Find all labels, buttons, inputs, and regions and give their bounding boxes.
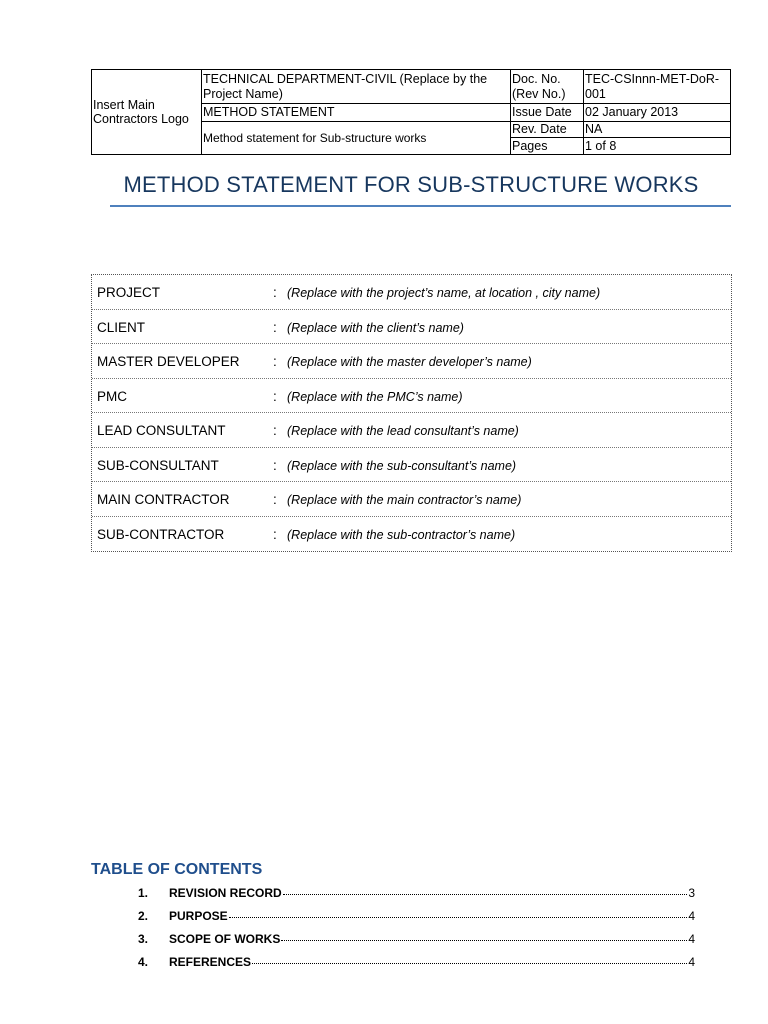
toc-page-number: 4 [688,909,695,923]
info-row-sub-consultant [92,448,731,483]
toc-number: 4. [138,955,149,969]
info-value: (Replace with the sub-consultant’s name) [287,458,517,473]
document-title: METHOD STATEMENT FOR SUB-STRUCTURE WORKS [123,172,699,197]
project-info-table [91,274,732,552]
info-colon: : [273,423,277,438]
department-line2: Project Name) [203,87,283,101]
info-row-sub-contractor [92,517,731,552]
info-colon: : [273,492,277,507]
toc-label[interactable]: REFERENCES [169,955,252,969]
toc-page-number: 4 [688,932,695,946]
rev-no-label: (Rev No.) [512,87,566,101]
info-label: MASTER DEVELOPER [97,354,240,369]
info-value: (Replace with the lead consultant’s name) [287,424,519,438]
info-row-project [92,275,731,310]
doc-no-value: TEC-CSInnn-MET-DoR- [585,72,720,86]
info-colon: : [273,457,277,473]
toc-leader-dots [281,940,687,941]
info-label: PROJECT [97,285,161,300]
toc-entry[interactable] [138,886,695,902]
method-statement-label: METHOD STATEMENT [203,105,335,119]
info-value: (Replace with the master developer’s name) [287,355,532,369]
toc-label[interactable]: REVISION RECORD [169,886,282,900]
divider [202,121,510,122]
document-subject: Method statement for Sub-structure works [203,131,427,145]
info-value: (Replace with the project’s name, at location , city name) [287,286,601,300]
toc-heading: TABLE OF CONTENTS [91,861,263,878]
info-colon: : [273,319,277,335]
issue-date-value: 02 January 2013 [585,105,679,119]
info-label: MAIN CONTRACTOR [97,492,230,507]
info-value: (Replace with the main contractor’s name) [287,493,522,507]
info-value: (Replace with the client’s name) [287,320,464,335]
logo-text: Insert Main Contractors Logo [93,98,189,126]
info-row-lead-consultant [92,413,731,448]
toc-number: 2. [138,909,149,923]
rev-date-value: NA [585,122,603,136]
divider [202,103,510,104]
toc-entry[interactable] [138,909,695,925]
info-row-main-contractor [92,482,731,517]
department-line1: TECHNICAL DEPARTMENT-CIVIL (Replace by the [203,72,488,86]
toc-entry[interactable] [138,955,695,971]
toc-number: 1. [138,886,149,900]
divider [510,137,730,138]
document-header-table [91,69,731,155]
doc-no-value-cont: 001 [585,87,606,101]
toc-leader-dots [229,917,688,918]
title-underline [110,205,731,207]
info-colon: : [273,354,277,369]
info-label: SUB-CONSULTANT [97,457,219,473]
pages-label: Pages [512,139,548,153]
info-label: SUB-CONTRACTOR [97,526,225,542]
toc-leader-dots [283,894,688,895]
rev-date-label: Rev. Date [512,122,567,136]
doc-no-label: Doc. No. [512,72,561,86]
toc-page-number: 3 [688,886,695,900]
toc-leader-dots [252,963,687,964]
info-row-master-developer [92,344,731,379]
toc-page-number: 4 [688,955,695,969]
toc-label[interactable]: SCOPE OF WORKS [169,932,281,946]
issue-date-label: Issue Date [512,105,572,119]
divider [510,103,730,104]
toc-number: 3. [138,932,149,946]
info-label: PMC [97,388,127,404]
logo-placeholder [92,70,202,154]
info-colon: : [273,526,277,542]
info-label: CLIENT [97,319,146,335]
info-row-pmc [92,379,731,414]
toc-label[interactable]: PURPOSE [169,909,228,923]
info-value: (Replace with the PMC’s name) [287,389,463,404]
info-row-client [92,310,731,345]
toc-entry[interactable] [138,932,695,948]
info-label: LEAD CONSULTANT [97,423,226,438]
info-colon: : [273,388,277,404]
info-colon: : [273,285,277,300]
info-value: (Replace with the sub-contractor’s name) [287,527,516,542]
pages-value: 1 of 8 [585,139,617,153]
